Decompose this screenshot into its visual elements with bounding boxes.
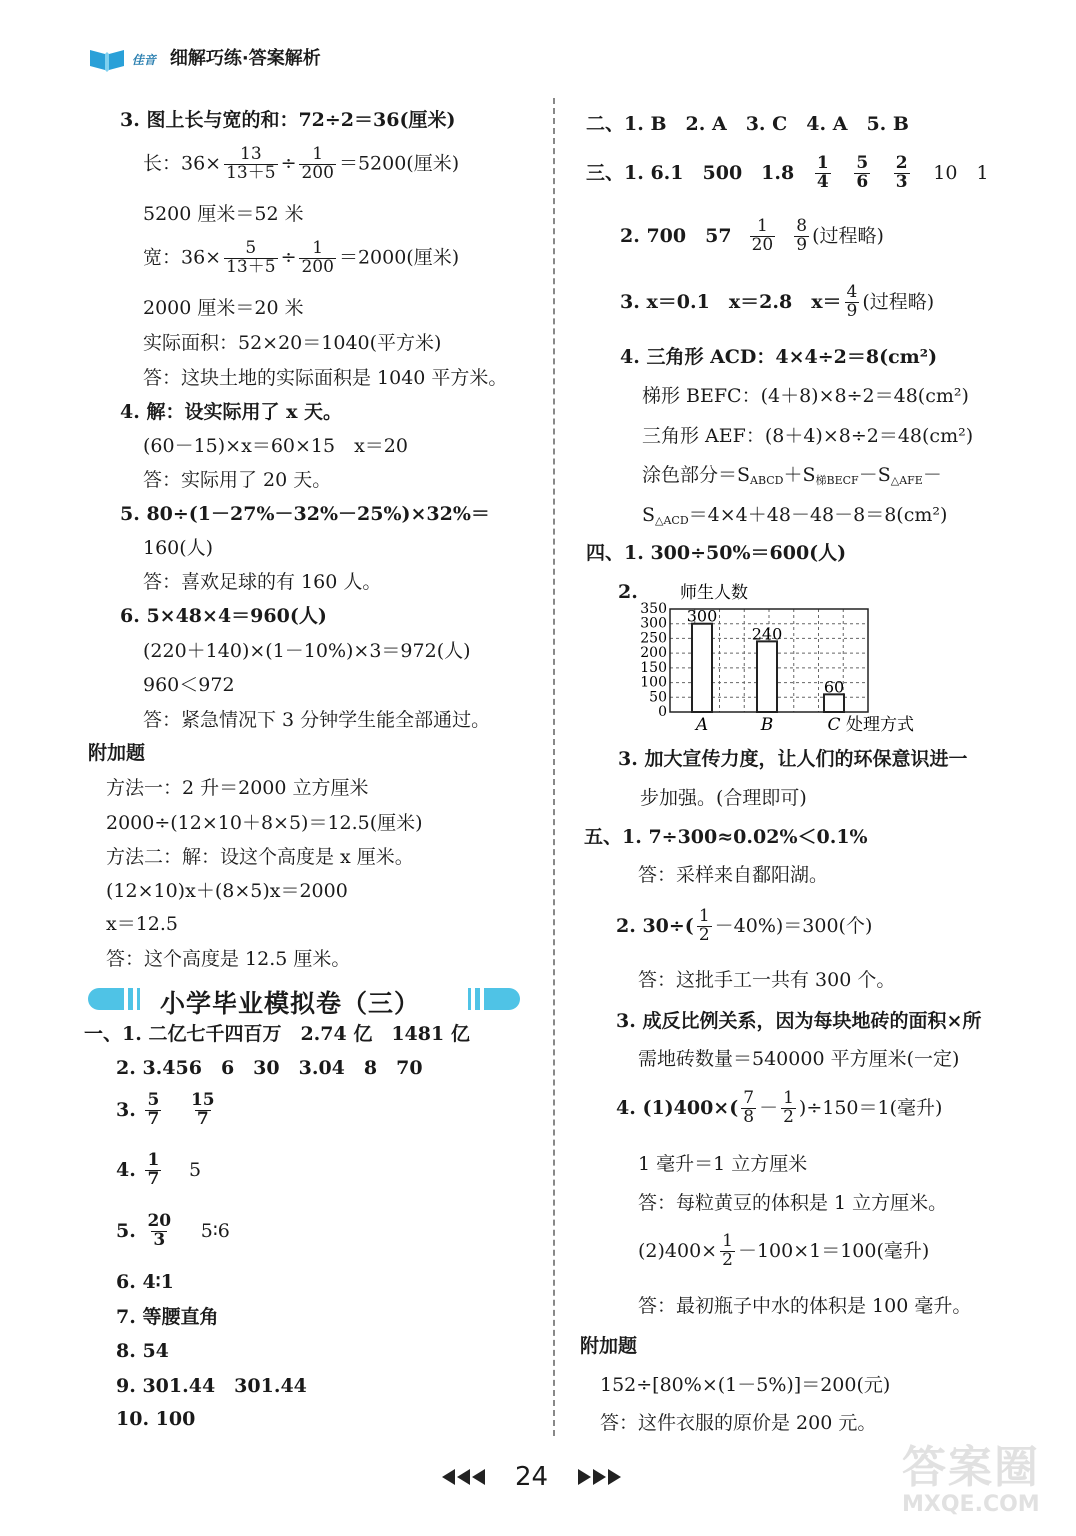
q6-answer: 答：紧急情况下 3 分钟学生能全部通过。 — [143, 709, 491, 731]
chart-x-label: 处理方式 — [846, 715, 914, 735]
banner-bar-left — [88, 988, 124, 1010]
data-label: 240 — [751, 624, 783, 644]
banner-title: 小学毕业模拟卷（三） — [160, 989, 421, 1018]
s5-q1-line1: 五、1. 7÷300≈0.02%＜0.1% — [584, 826, 868, 848]
data-label: 60 — [823, 677, 845, 697]
s4-q2-number: 2. — [618, 581, 638, 603]
fraction: $\frac{1}{20}$ — [751, 216, 774, 255]
q6-line1: 6. 5×48×4＝960(人) — [120, 605, 327, 627]
fraction: $\frac{1}{7}$ — [147, 1150, 160, 1189]
s1-q3: 3. $\frac{5}{7}$ $\frac{15}{7}$ — [116, 1090, 215, 1129]
data-label: 300 — [686, 606, 718, 626]
s4-q1: 四、1. 300÷50%＝600(人) — [586, 542, 847, 564]
x-category-label: C — [827, 715, 841, 735]
banner-bar-left-thinner — [137, 988, 140, 1010]
q3-line5: 2000 厘米＝20 米 — [143, 297, 304, 319]
x-category-label: A — [695, 715, 709, 735]
fraction: $\frac{5}{6}$ — [856, 153, 869, 192]
watermark-line2: MXQE.COM — [902, 1492, 1040, 1517]
s4-q3-line1: 3. 加大宣传力度，让人们的环保意识进一 — [618, 748, 968, 770]
next-arrow-icon — [608, 1469, 621, 1485]
s3-q4-line4: 涂色部分$=S_{ABCD}+S_{梯BECF}-S_{\triangle AFE}-$ — [642, 464, 942, 487]
s5-q3-line1: 3. 成反比例关系，因为每块地砖的面积×所 — [616, 1010, 982, 1032]
fraction: $\frac{2}{3}$ — [895, 153, 908, 192]
fraction: $\frac{1}{200}$ — [301, 144, 334, 183]
fraction: $\frac{8}{9}$ — [796, 216, 808, 255]
fraction: $\frac{1}{4}$ — [816, 153, 829, 192]
y-tick-label: 250 — [640, 630, 667, 647]
s4-q3-line2: 步加强。(合理即可) — [640, 787, 807, 809]
fraction: $\frac{5}{7}$ — [147, 1090, 160, 1129]
extra-heading-right: 附加题 — [580, 1335, 638, 1357]
x-category-label: B — [760, 715, 774, 735]
fraction: $\frac{1}{200}$ — [301, 238, 334, 277]
bar-C — [824, 694, 844, 712]
extra-line4: (12×10)x＋(8×5)x＝2000 — [106, 880, 348, 902]
bar-B — [757, 641, 777, 712]
banner-bar-left-thin — [128, 988, 133, 1010]
y-tick-label: 100 — [640, 674, 667, 691]
chart-title: 师生人数 — [680, 583, 748, 603]
q3-width-line: 宽：36× $\frac{5}{13+5}$ ÷ $\frac{1}{200}$ ＝2000(厘米) — [143, 238, 460, 277]
s5-q3-line2: 需地砖数量＝540000 平方厘米(一定) — [638, 1048, 960, 1070]
s5-q4-line2: 1 毫升＝1 立方厘米 — [638, 1153, 808, 1175]
next-arrow-icon — [593, 1469, 606, 1485]
page-footer — [442, 1464, 621, 1490]
q6-line2: (220＋140)×(1－10%)×3＝972(人) — [143, 640, 471, 662]
y-tick-label: 150 — [640, 659, 667, 676]
bar-A — [692, 624, 712, 712]
q5-line2: 160(人) — [143, 537, 214, 559]
s3-q1: 三、1. 6.1 500 1.8 $\frac{1}{4}$ $\frac{5}{6}$ $\frac{2}{3}$ 10 1 — [586, 153, 989, 192]
s1-q1: 一、1. 二亿七千四百万 2.74 亿 1481 亿 — [84, 1023, 470, 1045]
s5-q1-answer: 答：采样来自鄱阳湖。 — [638, 864, 829, 886]
s1-q9: 9. 301.44 301.44 — [116, 1375, 307, 1397]
s5-q2-answer: 答：这批手工一共有 300 个。 — [638, 969, 896, 991]
book-logo-icon — [88, 46, 126, 72]
s1-q5: 5. $\frac{20}{3}$ 5∶6 — [116, 1211, 230, 1250]
q4-line1: 4. 解：设实际用了 x 天。 — [120, 401, 343, 423]
q3-answer: 答：这块土地的实际面积是 1040 平方米。 — [143, 367, 508, 389]
extra-right-answer: 答：这件衣服的原价是 200 元。 — [600, 1412, 877, 1434]
fraction: $\frac{1}{2}$ — [722, 1231, 733, 1270]
y-tick-label: 0 — [658, 704, 667, 720]
prev-arrow-icon — [472, 1469, 485, 1485]
watermark — [902, 1442, 1040, 1517]
next-arrow-icon — [578, 1469, 591, 1485]
q3-line3: 5200 厘米＝52 米 — [143, 203, 304, 225]
s5-q4-line1: 4. (1)400×( $\frac{7}{8}$ － $\frac{1}{2}$ )÷150＝1(毫升) — [616, 1088, 943, 1127]
s1-q6: 6. 4∶1 — [116, 1271, 174, 1293]
s1-q2: 2. 3.456 6 30 3.04 8 70 — [116, 1057, 423, 1079]
s5-q4-line3: 答：每粒黄豆的体积是 1 立方厘米。 — [638, 1192, 948, 1214]
q5-line1: 5. 80÷(1－27%－32%－25%)×32%＝ — [120, 503, 490, 525]
extra-heading-left: 附加题 — [88, 742, 146, 764]
fraction: $\frac{5}{13+5}$ — [226, 238, 276, 277]
s1-q8: 8. 54 — [116, 1340, 169, 1362]
fraction: $\frac{13}{13+5}$ — [226, 144, 276, 183]
s3-q3: 3. x＝0.1 x＝2.8 x＝ $\frac{4}{9}$ (过程略) — [620, 282, 935, 321]
section-banner — [88, 984, 520, 1018]
banner-bar-right-thinner — [468, 988, 471, 1010]
extra-line1: 方法一：2 升＝2000 立方厘米 — [106, 777, 369, 799]
s3-q2: 2. 700 57 $\frac{1}{20}$ $\frac{8}{9}$ (过程略) — [620, 216, 884, 255]
column-divider — [553, 98, 555, 1436]
s3-q4-line5: $S_{\triangle ACD}=4\times 4+48-48-8=8(cm^2)$ — [642, 504, 948, 527]
extra-right-line1: 152÷[80%×(1－5%)]＝200(元) — [600, 1374, 891, 1396]
s3-q4-line3: 三角形 AEF：(8＋4)×8÷2＝48(cm²) — [642, 425, 974, 447]
y-tick-label: 200 — [640, 645, 667, 662]
y-tick-label: 350 — [640, 601, 667, 617]
watermark-line1: 答案圈 — [902, 1442, 1040, 1493]
s1-q7: 7. 等腰直角 — [116, 1306, 219, 1328]
y-tick-label: 300 — [640, 615, 667, 632]
banner-bar-right-thin — [475, 988, 480, 1010]
brand-name: 佳音 — [131, 53, 156, 67]
extra-line2: 2000÷(12×10＋8×5)＝12.5(厘米) — [106, 812, 423, 834]
fraction: $\frac{7}{8}$ — [743, 1088, 755, 1127]
q6-line3: 960＜972 — [143, 674, 235, 696]
extra-line3: 方法二：解：设这个高度是 x 厘米。 — [106, 846, 414, 868]
q4-answer: 答：实际用了 20 天。 — [143, 469, 332, 491]
prev-arrow-icon — [442, 1469, 455, 1485]
s5-q4-line4: (2)400× $\frac{1}{2}$ －100×1＝100(毫升) — [638, 1231, 930, 1270]
fraction: $\frac{20}{3}$ — [147, 1211, 172, 1250]
page-number: 24 — [515, 1462, 549, 1492]
bar-chart — [630, 578, 930, 738]
s3-q4-line2: 梯形 BEFC：(4＋8)×8÷2＝48(cm²) — [642, 385, 969, 407]
fraction: $\frac{1}{2}$ — [783, 1088, 794, 1127]
q3-line1: 3. 图上长与宽的和：72÷2＝36(厘米) — [120, 109, 456, 131]
s1-q4: 4. $\frac{1}{7}$ 5 — [116, 1150, 202, 1189]
s1-q10: 10. 100 — [116, 1408, 196, 1430]
q3-length-line: 长：36× $\frac{13}{13+5}$ ÷ $\frac{1}{200}$ ＝5200(厘米) — [143, 144, 460, 183]
s5-q2: 2. 30÷( $\frac{1}{2}$ －40%)＝300(个) — [616, 906, 873, 945]
fraction: $\frac{4}{9}$ — [846, 282, 858, 321]
banner-bar-right — [484, 988, 520, 1010]
fraction: $\frac{1}{2}$ — [698, 906, 710, 945]
prev-arrow-icon — [457, 1469, 470, 1485]
extra-answer: 答：这个高度是 12.5 厘米。 — [106, 948, 351, 970]
q4-line2: (60－15)×x＝60×15 x＝20 — [143, 435, 408, 457]
extra-line5: x＝12.5 — [106, 913, 179, 935]
fraction: $\frac{15}{7}$ — [190, 1090, 215, 1129]
q5-answer: 答：喜欢足球的有 160 人。 — [143, 571, 382, 593]
header — [88, 46, 321, 72]
y-tick-label: 50 — [649, 689, 667, 706]
header-title: 细解巧练·答案解析 — [169, 48, 321, 69]
s3-q4-line1: 4. 三角形 ACD：4×4÷2＝8(cm²) — [620, 346, 938, 368]
s2-answers: 二、1. B 2. A 3. C 4. A 5. B — [586, 113, 909, 135]
q3-line6: 实际面积：52×20＝1040(平方米) — [143, 332, 442, 354]
s5-q4-line5: 答：最初瓶子中水的体积是 100 毫升。 — [638, 1295, 972, 1317]
